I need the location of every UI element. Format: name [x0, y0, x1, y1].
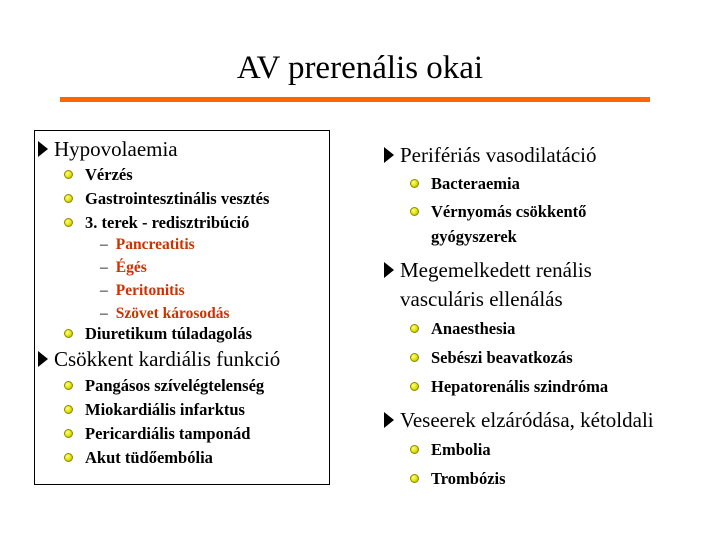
- bullet-icon: [64, 194, 73, 203]
- list-item-continuation: gyógyszerek: [431, 227, 517, 246]
- bullet-icon: [410, 474, 419, 483]
- list-item: Embolia: [410, 440, 491, 460]
- list-item: Vérzés: [64, 165, 133, 185]
- arrow-bullet-icon: [384, 412, 394, 428]
- bullet-icon: [64, 170, 73, 179]
- sublist-item: – Égés: [100, 259, 147, 276]
- heading-cardiac: Csökkent kardiális funkció: [38, 347, 280, 371]
- list-item: 3. terek - redisztribúció: [64, 213, 249, 233]
- dash-bullet: –: [100, 282, 108, 299]
- bullet-icon: [410, 353, 419, 362]
- dash-bullet: –: [100, 259, 108, 276]
- bullet-icon: [64, 329, 73, 338]
- bullet-icon: [410, 445, 419, 454]
- list-item: Vérnyomás csökkentő: [410, 202, 586, 222]
- sublist-item: – Peritonitis: [100, 282, 185, 299]
- bullet-icon: [410, 207, 419, 216]
- list-item: Bacteraemia: [410, 174, 520, 194]
- heading-renal-resistance: Megemelkedett renális: [384, 258, 592, 282]
- heading-hypovolaemia: Hypovolaemia: [38, 137, 178, 161]
- list-item: Pangásos szívelégtelenség: [64, 376, 264, 396]
- list-item: Anaesthesia: [410, 319, 515, 339]
- arrow-bullet-icon: [38, 351, 48, 367]
- bullet-icon: [64, 453, 73, 462]
- bullet-icon: [64, 429, 73, 438]
- sublist-item: – Szövet károsodás: [100, 305, 230, 322]
- list-item: Diuretikum túladagolás: [64, 324, 252, 344]
- list-item: Hepatorenális szindróma: [410, 377, 608, 397]
- sublist-item: – Pancreatitis: [100, 236, 195, 253]
- list-item: Pericardiális tamponád: [64, 424, 250, 444]
- bullet-icon: [410, 324, 419, 333]
- dash-bullet: –: [100, 236, 108, 253]
- bullet-icon: [410, 382, 419, 391]
- page-title: AV prerenális okai: [236, 50, 484, 86]
- bullet-icon: [64, 405, 73, 414]
- bullet-icon: [64, 381, 73, 390]
- list-item: Miokardiális infarktus: [64, 400, 245, 420]
- bullet-icon: [64, 218, 73, 227]
- arrow-bullet-icon: [384, 262, 394, 278]
- list-item: Gastrointesztinális vesztés: [64, 189, 269, 209]
- arrow-bullet-icon: [384, 147, 394, 163]
- heading-renal-resistance-line2: vasculáris ellenálás: [400, 287, 563, 311]
- title-underline: [60, 97, 650, 102]
- dash-bullet: –: [100, 305, 108, 322]
- list-item: Sebészi beavatkozás: [410, 348, 573, 368]
- list-item: Trombózis: [410, 469, 506, 489]
- bullet-icon: [410, 179, 419, 188]
- arrow-bullet-icon: [38, 141, 48, 157]
- heading-occlusion: Veseerek elzáródása, kétoldali: [384, 408, 654, 432]
- heading-vasodilatation: Perifériás vasodilatáció: [384, 143, 597, 167]
- list-item: Akut tüdőembólia: [64, 448, 213, 468]
